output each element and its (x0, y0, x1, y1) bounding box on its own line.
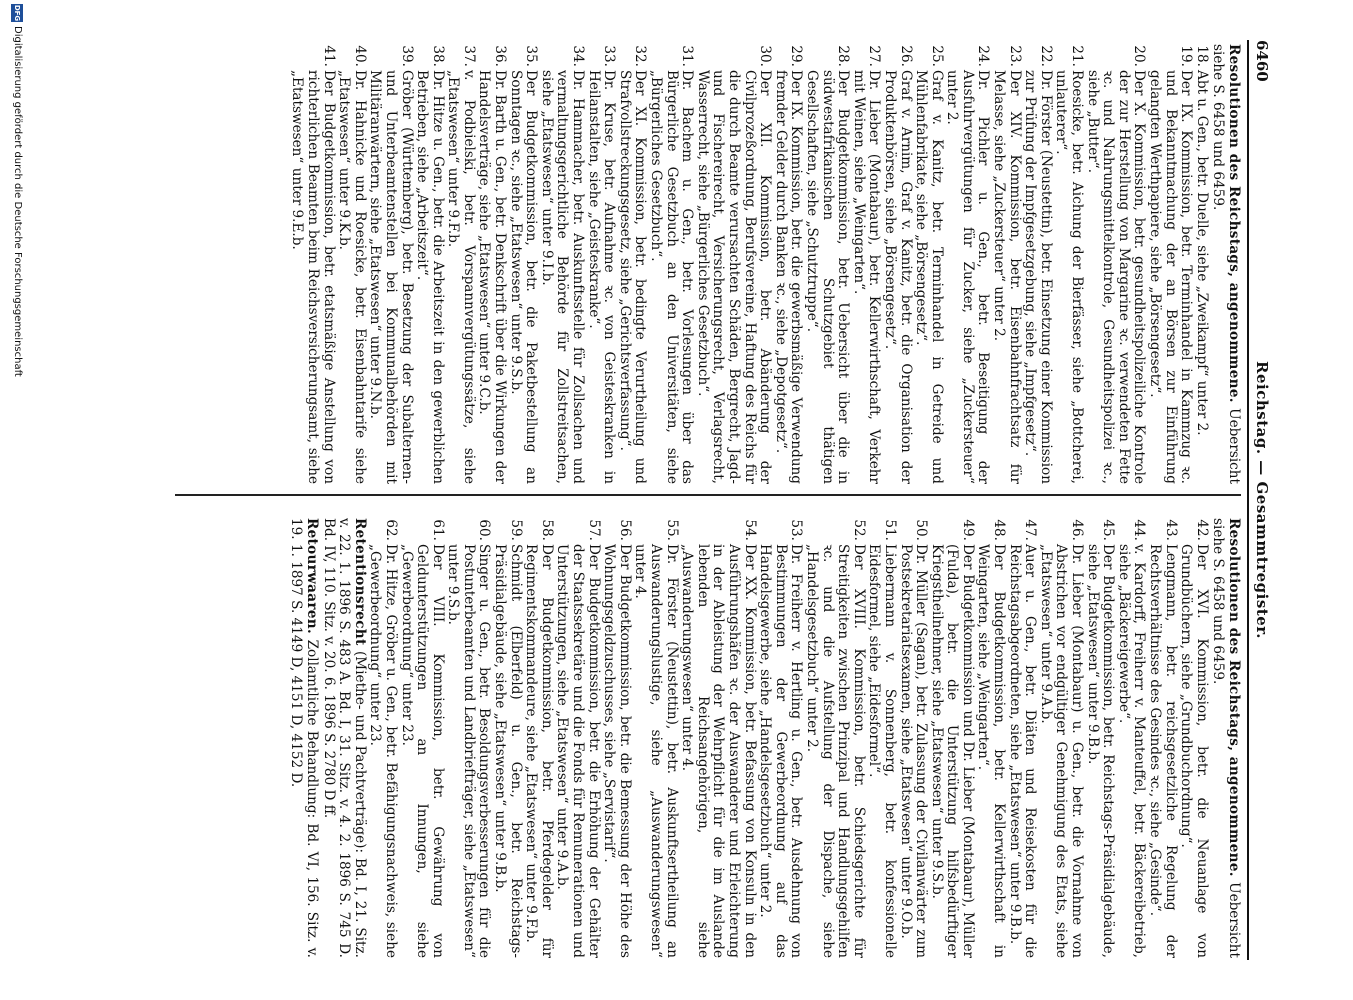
register-entry (975, 518, 1006, 958)
register-entry (1178, 518, 1209, 958)
entry-number: 42. (1193, 519, 1210, 541)
left-column (289, 44, 1241, 484)
register-entry (632, 518, 679, 958)
entry-number: 57. (585, 519, 602, 541)
entry-number: 36. (492, 45, 509, 67)
register-paragraph (320, 518, 367, 958)
register-entry (1115, 518, 1146, 958)
entry-text: Der IX. Kommission, betr. die gewerbsmäßige Verwendung fremder Gelder durch Banken ꝛc., siehe „Depotgesetz“. (772, 70, 805, 484)
entry-number: 48. (991, 519, 1008, 541)
entry-text: Der XII. Kommission, betr. Abänderung der Civilprozeßordnung, Berufsvereine, Haftung des Reichs für die durch Beamte verursachten Schäden, Bergrecht, Jagd- und Fischereirecht, Versicherungsrecht, Verlagsrecht, Wasserrecht, siehe „Bürgerliches Gesetzbuch“. (694, 70, 774, 484)
column-divider (175, 494, 1241, 496)
register-entry (1084, 44, 1146, 484)
entry-number: 29. (788, 45, 805, 67)
entry-number: 44. (1131, 519, 1148, 541)
entry-text: Der Budgetkommission, betr. Uebersicht über die in südwestafrikanischen Schutzgebiet thätigen Gesellschaften, siehe „Schutztruppe“. (803, 70, 852, 484)
entry-text: Dr. Hitze u. Gen., betr. die Arbeitszeit in den gewerblichen Betrieben, siehe „Arbeitszeit“. (414, 70, 446, 484)
register-entry (523, 518, 554, 958)
digitization-footer (9, 0, 23, 1000)
entry-text: Der XVI. Kommission, betr. die Neuanlage von Grundbüchern, siehe „Grundbuchordnung“. (1178, 544, 1210, 958)
header-rule (1247, 40, 1249, 960)
register-entry (507, 44, 538, 484)
entry-number: 58. (538, 519, 555, 541)
entry-text: Liebermann v. Sonnenberg, betr. konfessionelle Eidesformel, siehe „Eidesformel“. (866, 544, 898, 958)
register-entry (1022, 44, 1053, 484)
entry-text: v. Kardorff, Freiherr v. Manteuffel, betr. Bäckereibetrieb, siehe „Bäckereigewerbe“. (1115, 544, 1148, 958)
paragraph-text: Zollamtliche Behandlung: Bd. VI, 156. Sitz. v. 19. 1. 1897 S. 4149 D, 4151 D, 4152 D. (288, 518, 320, 958)
entry-text: Dr. Barth u. Gen., betr. Denkschrift über die Wirkungen der Handelsverträge, siehe „Etatswesen“ unter 9.C.b. (476, 70, 509, 484)
register-entry (850, 44, 881, 484)
register-entry (414, 44, 445, 484)
entry-number: 41. (320, 45, 337, 67)
entry-number: 55. (663, 519, 680, 541)
entry-number: 33. (601, 45, 618, 67)
entry-text: Der VIII. Kommission, betr. Gewährung von Geldunterstützungen an Innungen, siehe „Gewerbeordnung“ unter 23. (398, 544, 446, 958)
register-entry (445, 44, 476, 484)
register-entry (367, 44, 414, 484)
entry-text: Dr. Hahnicke und Roesicke, betr. Eisenbahntarife siehe „Etatswesen“ unter 9.K.b. (336, 70, 368, 484)
register-entry (1146, 44, 1193, 484)
paragraph-lead: Retentionsrecht (351, 518, 368, 646)
section-reference: Uebersicht siehe S. 6458 und 6459. (1210, 44, 1242, 485)
entry-number: 50. (913, 519, 930, 541)
entry-number: 62. (382, 519, 399, 541)
entry-number: 43. (1162, 519, 1179, 541)
entry-text: Der IX. Kommission, betr. Terminhandel in Kammzug ꝛc. und Bekanntmachung der an Börsen zur Einführung gelangten Werthpapiere, siehe „Börsengesetz“. (1147, 70, 1195, 484)
register-entry (1037, 518, 1084, 958)
page-header (1249, 40, 1271, 960)
entry-text: Der Budgetkommission, betr. etatsmäßige Anstellung von richterlichen Beamten beim Reichsversicherungsamt, siehe „Etatswesen“ unter 9.E.b. (289, 70, 337, 484)
entry-text: Der Budgetkommission, betr. die Paketbestellung an Sonntagen ꝛc., siehe „Etatswesen“ unter 9.S.b. (507, 70, 540, 484)
register-entry (1193, 44, 1209, 484)
entry-number: 40. (351, 45, 368, 67)
entry-number: 22. (1037, 45, 1054, 67)
entry-text: Der Budgetkommission und Dr. Lieber (Montabaur), Müller (Fulda), betr. die Unterstützung hilfsbedürftiger Kriegstheilnehmer, siehe „Etatswesen“ unter 9.S.b. (928, 544, 976, 958)
register-entry (803, 44, 850, 484)
register-entry (492, 518, 523, 958)
running-head: Reichstag. — Gesammtregister. (1253, 361, 1271, 639)
register-entry (881, 44, 912, 484)
entry-number: 25. (928, 45, 945, 67)
entry-number: 52. (850, 519, 867, 541)
entry-number: 45. (1100, 519, 1117, 541)
entry-number: 53. (788, 519, 805, 541)
entry-number: 51. (881, 519, 898, 541)
entry-number: 56. (616, 519, 633, 541)
entry-text: Der Budgetkommission, betr. Kellerwirthschaft in Weingarten, siehe „Weingarten“. (975, 544, 1008, 958)
entry-text: Dr. Kruse, betr. Aufnahme ꝛc. von Geisteskranken in Heilanstalten, siehe „Geisteskranke“. (585, 70, 618, 484)
register-entry (289, 44, 336, 484)
entry-text: Dr. Förster (Neustettin), betr. Einsetzung einer Kommission zur Prüfung der Impfgesetzgebung, siehe „Impfgesetz“. (1022, 70, 1054, 484)
section-heading (1210, 44, 1241, 484)
entry-text: Der Budgetkommission, betr. die Bemessung der Höhe des Wohnungsgeldzuschusses, siehe „Servistarif“. (601, 544, 633, 958)
entry-number: 21. (1069, 45, 1086, 67)
register-entry (398, 518, 445, 958)
entry-number: 61. (429, 519, 446, 541)
paragraph-lead: Retourwaaren. (303, 518, 320, 634)
register-entry (1146, 518, 1177, 958)
register-entry (913, 44, 944, 484)
entry-number: 35. (523, 45, 540, 67)
entry-text: Der XIV. Kommission, betr. Eisenbahnfrachtsatz für Melasse, siehe „Zuckersteuer“ unter 2. (991, 70, 1023, 484)
register-entry (757, 518, 804, 958)
entry-text: Der XI. Kommission, betr. bedingte Verurtheilung und Strafvollstreckungsgesetz, siehe „Gerichtsverfassung“. (616, 70, 649, 484)
entry-text: Auer u. Gen., betr. Diäten und Reisekosten für die Reichstagsabgeordneten, siehe „Etatswesen“ unter 9.B.b. (1006, 544, 1039, 958)
entry-number: 49. (959, 519, 976, 541)
register-entry (1053, 44, 1084, 484)
entry-text: Dr. Müller (Sagan), betr. Zulassung der Civilanwärter zum Postsekretariatsexamen, siehe „Etatswesen“ unter 9.O.b. (897, 544, 930, 958)
entry-text: Dr. Förster (Neustettin), betr. Auskunftsertheilung an Auswanderungslustige, siehe „Auswanderungswesen“ unter 4. (632, 544, 680, 958)
section-reference: Uebersicht siehe S. 6458 und 6459. (1210, 518, 1242, 959)
entry-number: 47. (1022, 519, 1039, 541)
entry-number: 31. (679, 45, 696, 67)
entry-number: 59. (507, 519, 524, 541)
entry-text: Dr. Hammacher, betr. Auskunftsstelle für Zollsachen und vermaltungsgerichtliche Behörde für Zollstreitsachen, siehe „Etatswesen“ unter 9.I.b. (538, 70, 587, 484)
register-entry (554, 518, 601, 958)
entry-text: Dr. Lieber (Montabaur), betr. Kellerwirthschaft, Verkehr mit Weinen, siehe „Weingarten“. (850, 70, 883, 484)
entry-number: 23. (1006, 45, 1023, 67)
page-number: 6460 (1253, 40, 1271, 82)
register-entry (476, 44, 507, 484)
entry-text: Dr. Hitze, Gröber u. Gen., betr. Befähigungsnachweis, siehe „Gewerbeordnung“ unter 23. (367, 544, 399, 958)
entry-number: 30. (757, 45, 774, 67)
dfg-logo: DFG (13, 4, 21, 22)
section-title: Resolutionen des Reichstags, angenommene. (1226, 44, 1242, 403)
register-entry (866, 518, 897, 958)
entry-text: Der XVIII. Kommission, betr. Schiedsgerichte für Streitigkeiten zwischen Prinzipal und Handlungsgehilfen ꝛc. und die Aufstellung der Dispache, siehe „Handelsgesetzbuch“ unter 2. (803, 544, 867, 958)
register-entry (803, 518, 865, 958)
entry-number: 34. (570, 45, 587, 67)
entry-text: Abt u. Gen., betr. Duelle, siehe „Zweikampf“ unter 2. (1193, 70, 1210, 436)
entry-text: Schmidt (Elberfeld) u. Gen., betr. Reichstags-Präsidialgebäude, siehe „Etatswesen“ unter 9.B.b. (492, 544, 524, 958)
register-entry (1084, 518, 1115, 958)
entry-text: Dr. Pichler u. Gen., betr. Beseitigung der Ausfuhrvergütungen für Zucker, siehe „Zuckersteuer“ unter 2. (944, 70, 992, 484)
register-entry (616, 44, 647, 484)
register-entry (679, 518, 757, 958)
entry-text: Singer u. Gen., betr. Besoldungsverbesserungen für die Postunterbeamten und Landbriefträger, siehe „Etatswesen“ unter 9.S.b. (445, 544, 493, 958)
register-entry (772, 44, 803, 484)
register-entry (1006, 518, 1037, 958)
entry-number: 28. (835, 45, 852, 67)
entry-number: 26. (897, 45, 914, 67)
register-entry (647, 44, 694, 484)
register-entry (585, 44, 616, 484)
register-entry (694, 44, 772, 484)
entry-text: v. Podbielski, betr. Vorspannvergütungssätze, siehe „Etatswesen“ unter 9.F.b. (445, 70, 477, 484)
entry-text: Der Budgetkommission, betr. Pferdegelder für Regimentskommandeure, siehe „Etatswesen“ unter 9.F.b. (523, 544, 555, 958)
entry-text: Der Budgetkommission, betr. Reichstags-Präsidialgebäude, siehe „Etatswesen“ unter 9.B.b. (1084, 544, 1117, 958)
entry-number: 24. (975, 45, 992, 67)
register-entry (897, 518, 928, 958)
entry-number: 32. (632, 45, 649, 67)
entry-text: Dr. Freiherr v. Hertling u. Gen., betr. Ausdehnung von Bestimmungen der Gewerbeordnung auf das Handelsgewerbe, siehe „Handelsgesetzbuch“ unter 2. (757, 544, 805, 958)
register-entry (336, 44, 367, 484)
entry-text: Dr. Lieber (Montabaur) u. Gen., betr. die Vornahme von Abstrichen vor endgültiger Genehmigung des Etats, siehe „Etatswesen“ unter 9.A.b. (1037, 544, 1086, 958)
entry-text: Gröber (Württemberg), betr. Besetzung der Subalternen- und Unterbeamtenstellen bei Kommunalbehörden mit Militäranwärtern, siehe „Etatswesen“ unter 9.N.b. (367, 70, 415, 484)
entry-text: Der XX. Kommission, betr. Befassung von Konsuln in den Ausführungshäfen ꝛc. der Auswanderer und Erleichterung in der Ableistung der Wehrpflicht für die im Auslande lebenden Reichsangehörigen, siehe „Auswanderungswesen“ unter 4. (679, 544, 758, 958)
entry-number: 54. (741, 519, 758, 541)
digitization-credit: Digitalisierung gefördert durch die Deutsche Forschungsgemeinschaft (12, 26, 23, 377)
register-paragraph (288, 518, 319, 958)
register-entry (928, 518, 975, 958)
entry-text: Graf v. Arnim, Graf v. Kanitz, betr. die Organisation der Produktenbörsen, siehe „Börsengesetz“. (881, 70, 914, 484)
entry-number: 18. (1193, 45, 1210, 67)
paragraph-text: (Miethe- und Pachtverträge): Bd. I, 21. Sitz. v. 22. 1. 1896 S. 483 A. Bd. I, 31. Sitz. v. 4. 2. 1896 S. 745 D. Bd. IV, 110. Sitz. v. 20. 6. 1896 S. 2780 D ff. (320, 518, 368, 958)
entry-text: Graf v. Kanitz, betr. Terminhandel in Getreide und Mühlenfabrikate, siehe „Börsengesetz“. (913, 70, 945, 484)
right-column (287, 518, 1241, 958)
entry-text: Lengmann, betr. reichsgesetzliche Regelung der Rechtsverhältnisse des Gesindes ꝛc., siehe „Gesinde“. (1147, 544, 1179, 958)
entry-number: 37. (460, 45, 477, 67)
entry-text: Roesicke, betr. Aichung der Bierfässer, siehe „Bottcherei, unlauterer“. (1053, 70, 1086, 484)
section-heading (1210, 518, 1241, 958)
entry-number: 38. (429, 45, 446, 67)
register-entry (538, 44, 585, 484)
register-entry (991, 44, 1022, 484)
entry-text: Der X. Kommission, betr. gesundheitspolizeiliche Kontrole der zur Herstellung von Margarine ꝛc. verwendeten Fette ꝛc. und Nahrungsmittelkontrole, Gesundheitspolizei ꝛc., siehe „Butter“. (1084, 70, 1148, 484)
entry-number: 46. (1069, 519, 1086, 541)
register-entry (944, 44, 991, 484)
entry-number: 19. (1178, 45, 1195, 67)
entry-number: 39. (398, 45, 415, 67)
register-entry (445, 518, 492, 958)
register-entry (367, 518, 398, 958)
entry-text: Der Budgetkommission, betr. die Erhöhung der Gehälter der Staatssekretäre und die Fonds für Remunerationen und Unterstützungen, siehe „Etatswesen“ unter 9.A.b. (554, 544, 602, 958)
entry-number: 20. (1131, 45, 1148, 67)
register-entry (601, 518, 632, 958)
entry-number: 27. (866, 45, 883, 67)
entry-text: Dr. Bachem u. Gen., betr. Vorlesungen über das Bürgerliche Gesetzbuch an den Universitäten, siehe „Bürgerliches Gesetzbuch“. (648, 70, 696, 484)
section-title: Resolutionen des Reichstags, angenommene. (1226, 518, 1242, 877)
entry-number: 60. (476, 519, 493, 541)
